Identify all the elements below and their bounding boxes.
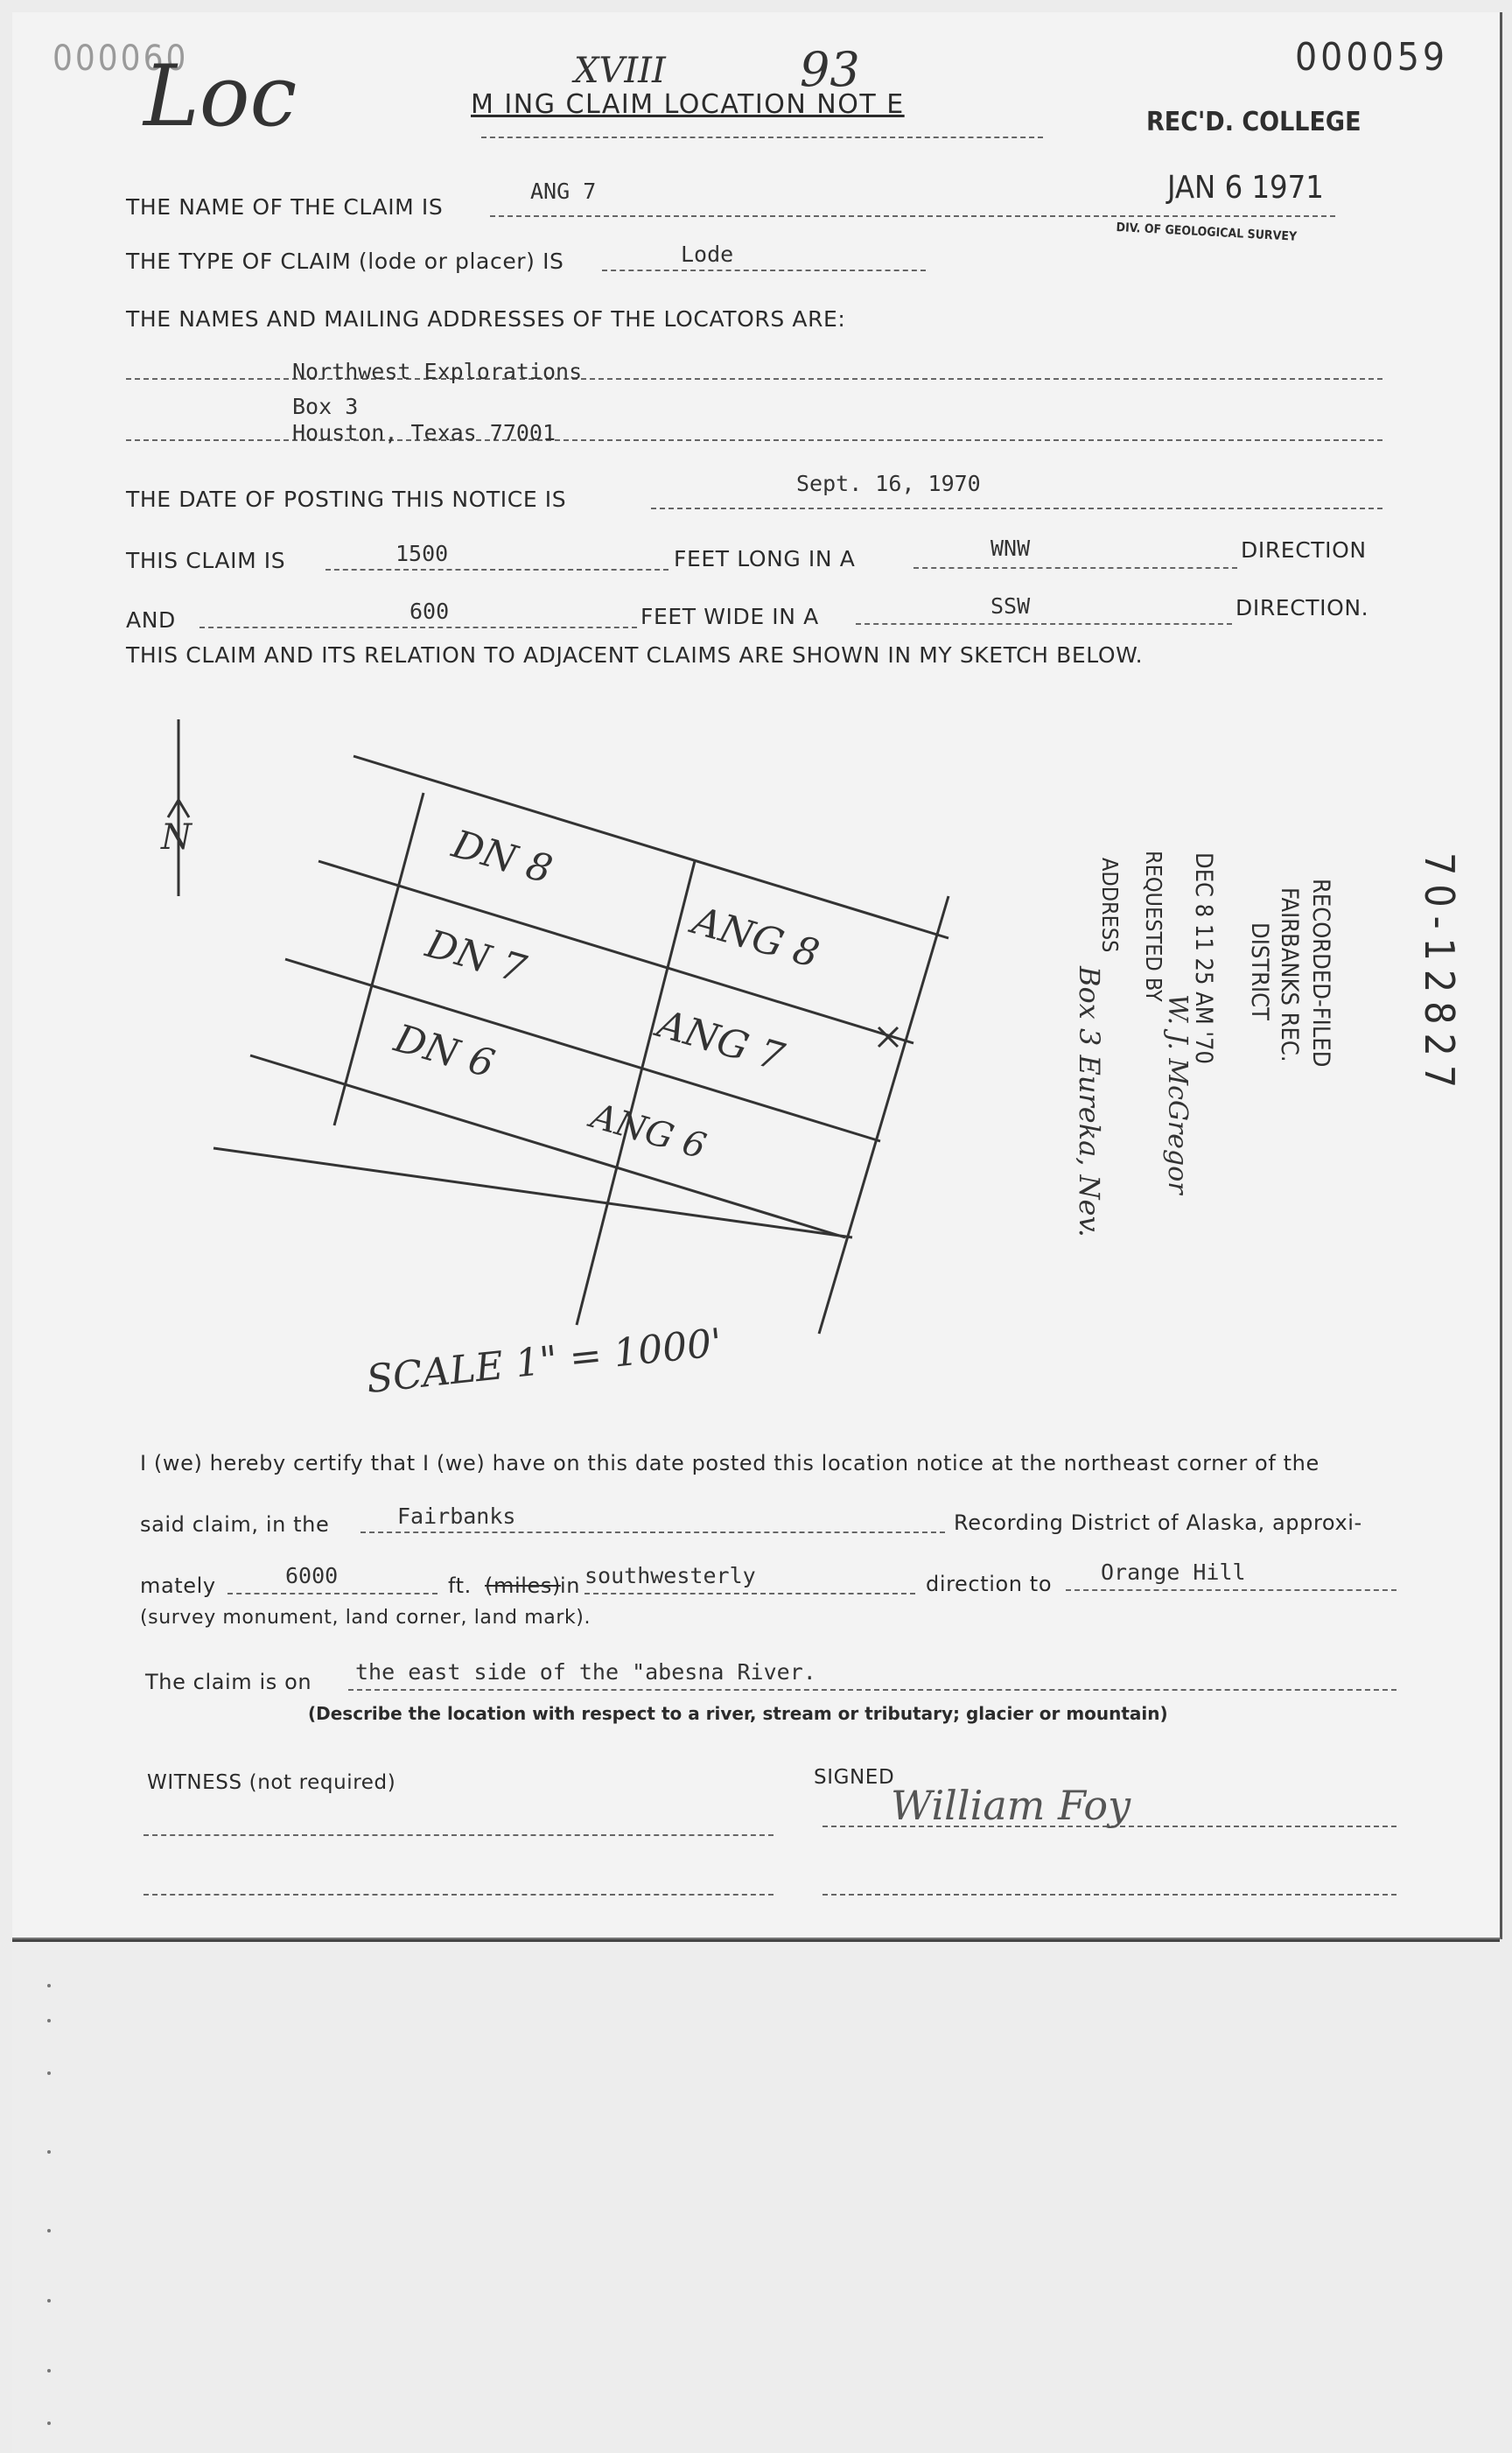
claim-name-label: THE NAME OF THE CLAIM IS (126, 194, 444, 220)
certification-text-line3-pre: mately (140, 1573, 216, 1598)
claim-length-value: 1500 (396, 541, 449, 566)
handwritten-number: 93 (800, 42, 860, 97)
unit-miles-label: (miles) (485, 1573, 561, 1598)
sketch-line-mid (577, 861, 695, 1325)
address-label: ADDRESS (1097, 858, 1123, 953)
locator-signature: William Foy (891, 1782, 1131, 1829)
handwritten-loc: Loc (144, 47, 298, 145)
unit-in-label: in (560, 1573, 581, 1598)
claim-sketch (187, 730, 975, 1360)
requested-by-value: W. J. McGregor (1162, 994, 1193, 1195)
recording-stamp-line1: RECORDED-FILED (1307, 879, 1334, 1068)
received-stamp-line3: DIV. OF GEOLOGICAL SURVEY (1116, 221, 1298, 244)
width-direction-value: SSW (990, 593, 1031, 619)
certification-text-line1: I (we) hereby certify that I (we) have on this date posted this location notice at the northeast corner of the (140, 1451, 1320, 1475)
certification-text-line3-mid: direction to (926, 1572, 1053, 1596)
faded-document-number: 000060 (52, 39, 189, 79)
sketch-cell-ang8: ANG 8 (687, 898, 824, 978)
location-label: The claim is on (145, 1670, 312, 1694)
location-hint: (Describe the location with respect to a river, stream or tributary; glacier or mountain) (308, 1703, 1168, 1724)
document-number: 000059 (1295, 35, 1449, 80)
recording-number: 70-12827 (1416, 852, 1463, 1097)
posting-date-value: Sept. 16, 1970 (796, 471, 981, 496)
sketch-cell-dn7: DN 7 (421, 922, 531, 992)
feet-wide-label: FEET WIDE IN A (640, 604, 819, 629)
length-direction-value: WNW (990, 536, 1031, 561)
certification-text-line2-pre: said claim, in the (140, 1512, 330, 1537)
north-label: N (161, 817, 192, 858)
landmark-value: Orange Hill (1101, 1559, 1246, 1585)
sketch-line-4 (250, 1055, 845, 1237)
claim-type-value: Lode (681, 242, 734, 267)
sheet-lower-margin (12, 1939, 1500, 2453)
unit-ft-label: ft. (448, 1573, 472, 1598)
locator-name: Northwest Explorations (292, 359, 583, 384)
locator-address-line2: Houston, Texas 77001 (292, 420, 556, 445)
sketch-line-2 (318, 861, 914, 1043)
received-stamp-line1: REC'D. COLLEGE (1146, 107, 1362, 137)
address-value: Box 3 Eureka, Nev. (1073, 966, 1106, 1237)
sketch-label: THIS CLAIM AND ITS RELATION TO ADJACENT CLAIMS ARE SHOWN IN MY SKETCH BELOW. (126, 642, 1144, 668)
posting-date-label: THE DATE OF POSTING THIS NOTICE IS (126, 487, 567, 512)
sketch-cell-ang7: ANG 7 (652, 1001, 789, 1081)
sketch-line-3 (285, 959, 880, 1141)
received-stamp-date: JAN 6 1971 (1167, 170, 1324, 206)
signed-label: SIGNED (814, 1766, 895, 1789)
recording-district-value: Fairbanks (397, 1503, 516, 1529)
claim-width-value: 600 (410, 599, 450, 624)
certification-text-line2-post: Recording District of Alaska, approxi- (954, 1510, 1362, 1535)
recording-stamp-line2: FAIRBANKS REC. (1276, 887, 1303, 1062)
feet-long-label: FEET LONG IN A (674, 546, 856, 571)
claim-type-label: THE TYPE OF CLAIM (lode or placer) IS (126, 249, 564, 274)
location-notice-page (12, 12, 1502, 1939)
witness-label: WITNESS (not required) (147, 1771, 396, 1794)
distance-value: 6000 (285, 1563, 339, 1588)
sketch-cell-dn8: DN 8 (447, 822, 557, 893)
locator-address-line1: Box 3 (292, 394, 359, 419)
certification-text-line4: (survey monument, land corner, land mark). (140, 1607, 592, 1629)
sketch-line-top (354, 756, 948, 938)
and-label: AND (126, 607, 176, 633)
margin-dots (44, 1968, 61, 2441)
requested-by-label: REQUESTED BY (1141, 851, 1166, 1002)
page-title: M ING CLAIM LOCATION NOT E (471, 89, 905, 120)
claim-name-value: ANG 7 (530, 179, 597, 204)
claim-is-label: THIS CLAIM IS (126, 548, 286, 573)
direction-value: southwesterly (584, 1563, 756, 1588)
roman-numeral: XVIII (574, 51, 666, 91)
sketch-cell-dn6: DN 6 (389, 1016, 500, 1087)
recording-stamp-line3: DISTRICT (1246, 922, 1273, 1020)
location-value: the east side of the "abesna River. (355, 1659, 816, 1685)
direction-label-1: DIRECTION (1241, 537, 1367, 563)
direction-label-2: DIRECTION. (1236, 595, 1369, 620)
sketch-scale: SCALE 1" = 1000' (364, 1320, 724, 1403)
sketch-line-left (334, 793, 424, 1125)
sketch-line-bottom (214, 1148, 852, 1237)
locators-label: THE NAMES AND MAILING ADDRESSES OF THE LOCATORS ARE: (126, 306, 846, 332)
sketch-line-right (819, 896, 948, 1334)
recording-stamp-date: DEC 8 11 25 AM '70 (1190, 852, 1217, 1064)
sketch-cell-ang6: ANG 6 (586, 1096, 710, 1167)
